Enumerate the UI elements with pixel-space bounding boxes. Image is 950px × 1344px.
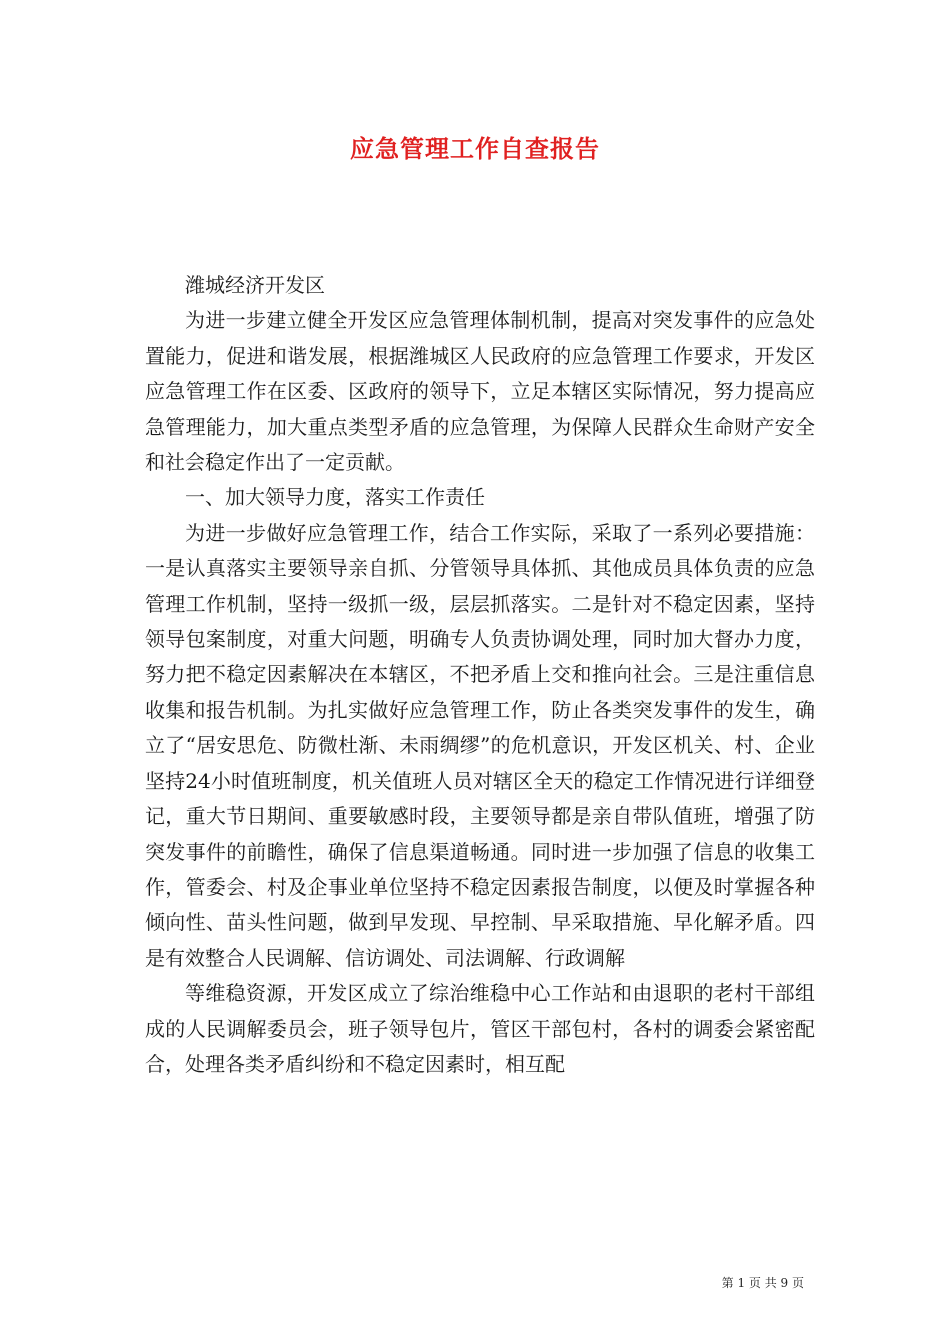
intro-paragraph: 为进一步建立健全开发区应急管理体制机制，提高对突发事件的应急处置能力，促进和谐发展，根据潍城区人民政府的应急管理工作要求，开发区应急管理工作在区委、区政府的领导下，立足本辖区实际情况，努力提高应急管理能力，加大重点类型矛盾的应急管理，为保障人民群众生命财产安全和社会稳定作出了一定贡献。 (145, 308, 815, 475)
document-title: 应急管理工作自查报告 (350, 134, 600, 163)
continuation-paragraph: 等维稳资源，开发区成立了综治维稳中心工作站和由退职的老村干部组成的人民调解委员会，班子领导包片，管区干部包村，各村的调委会紧密配合，处理各类矛盾纠纷和不稳定因素时，相互配 (145, 981, 815, 1076)
section-heading-1: 一、加大领导力度，落实工作责任 (185, 485, 485, 510)
page-number: 第 1 页 共 9 页 (721, 1276, 804, 1290)
organization-name: 潍城经济开发区 (185, 273, 325, 297)
document-body (145, 268, 815, 1082)
section-1-paragraph: 为进一步做好应急管理工作，结合工作实际，采取了一系列必要措施：一是认真落实主要领导亲自抓、分管领导具体抓、其他成员具体负责的应急管理工作机制，坚持一级抓一级，层层抓落实。二是针对不稳定因素，坚持领导包案制度，对重大问题，明确专人负责协调处理，同时加大督办力度，努力把不稳定因素解决在本辖区，不把矛盾上交和推向社会。三是注重信息收集和报告机制。为扎实做好应急管理工作，防止各类突发事件的发生，确立了“居安思危、防微杜渐、未雨绸缪”的危机意识，开发区机关、村、企业坚持24小时值班制度，机关值班人员对辖区全天的稳定工作情况进行详细登记，重大节日期间、重要敏感时段，主要领导都是亲自带队值班，增强了防突发事件的前瞻性，确保了信息渠道畅通。同时进一步加强了信息的收集工作，管委会、村及企事业单位坚持不稳定因素报告制度，以便及时掌握各种倾向性、苗头性问题，做到早发现、早控制、早采取措施、早化解矛盾。四是有效整合人民调解、信访调处、司法调解、行政调解 (145, 520, 815, 970)
